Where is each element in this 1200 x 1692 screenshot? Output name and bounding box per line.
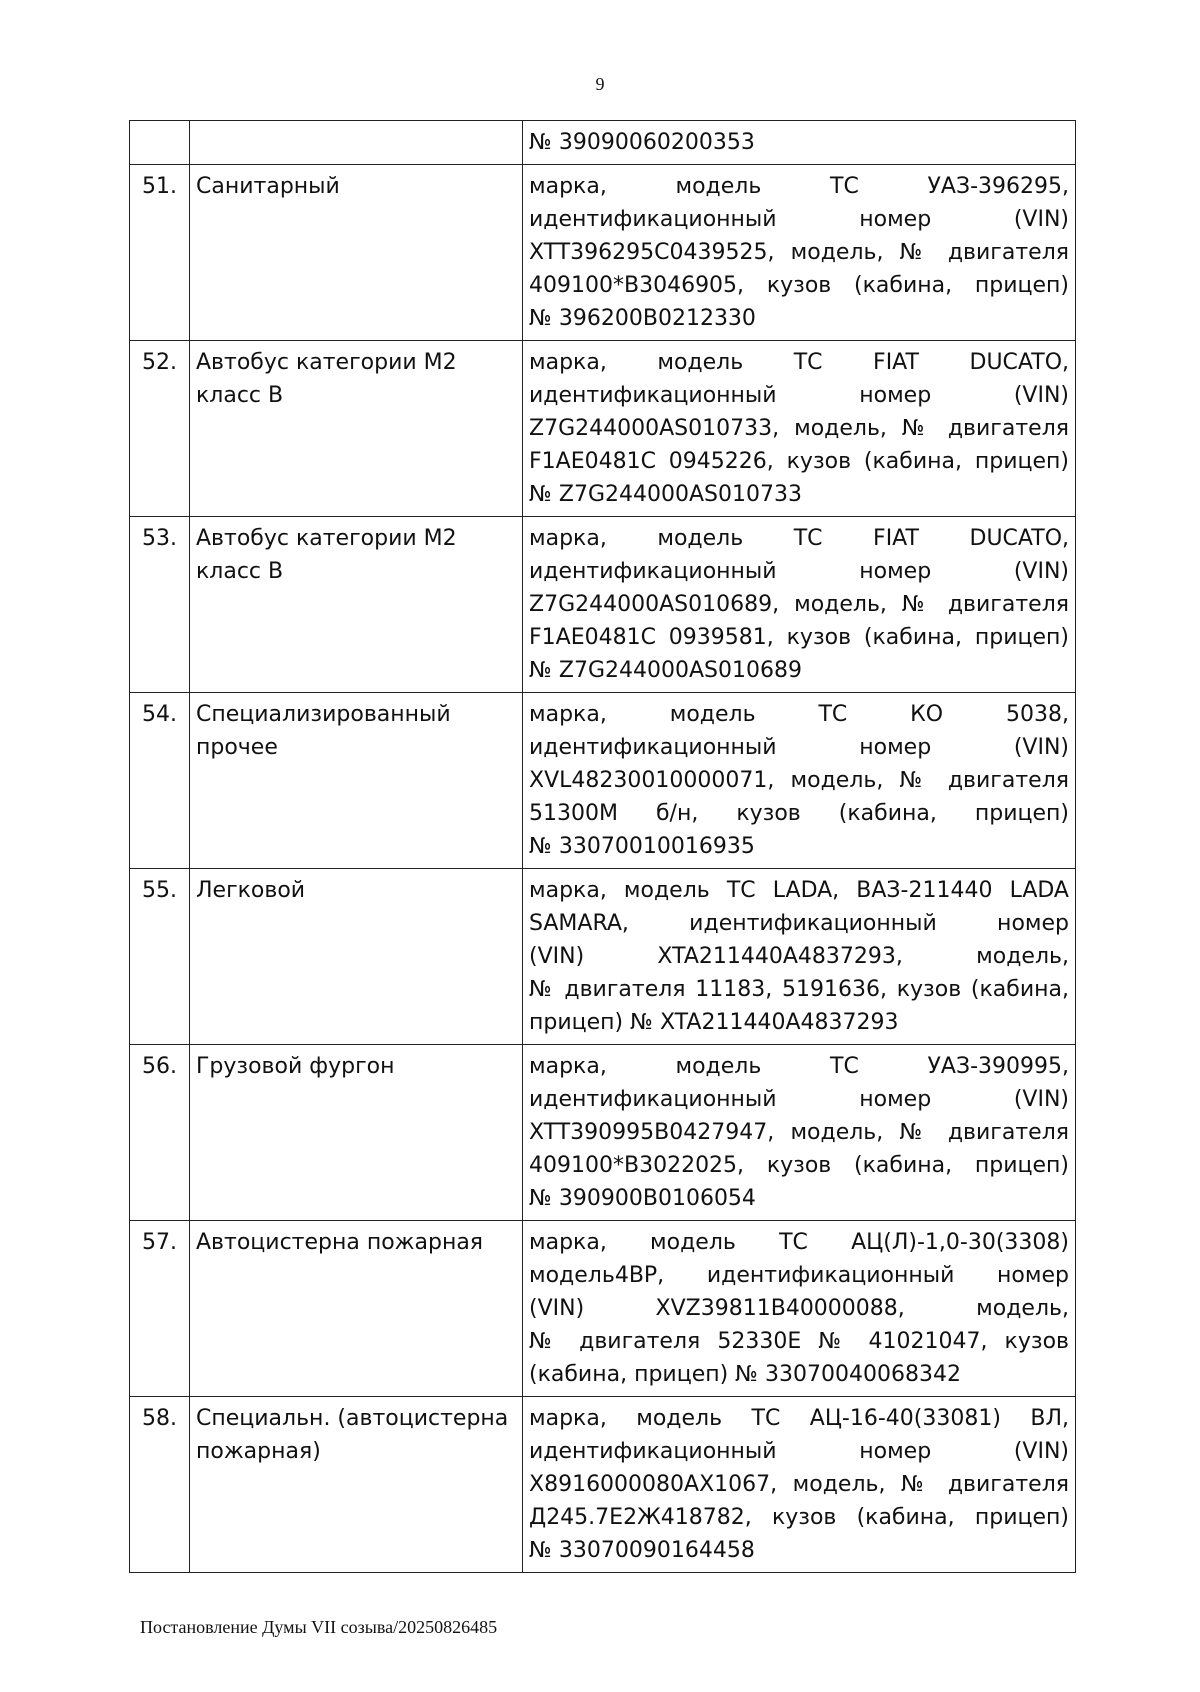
description-line: идентификационный номер (VIN) [529,1439,1069,1464]
description-line: № 396200B0212330 [529,306,756,331]
description-line: марка, модель ТС АЦ-16-40(33081) ВЛ, [529,1406,1069,1431]
description-line: марка, модель ТС LADA, ВАЗ-211440 LADA [529,878,1069,903]
vehicle-type: Специализированный прочее [190,693,523,869]
description-line: № двигателя 11183, 5191636, кузов (кабина, [529,977,1069,1002]
description-line: (кабина, прицеп) № 33070040068342 [529,1362,962,1387]
row-number: 54. [130,693,190,869]
vehicle-type: Санитарный [190,165,523,341]
description-line: прицеп) № XTA211440A4837293 [529,1010,899,1035]
vehicle-description [523,1397,1076,1573]
vehicle-description [523,693,1076,869]
vehicle-type: Автоцистерна пожарная [190,1221,523,1397]
description-line: марка, модель ТС УАЗ-396295, [529,174,1069,199]
row-number: 52. [130,341,190,517]
description-line: XTT390995B0427947, модель, № двигателя [529,1120,1069,1145]
table-row [130,165,1076,341]
row-number-cell [130,121,190,165]
table-row [130,1045,1076,1221]
description-line: № 33070090164458 [529,1538,755,1563]
table-row-continuation [130,121,1076,165]
vehicle-description-cell [523,121,1076,165]
description-line: F1AE0481C 0939581, кузов (кабина, прицеп) [529,625,1069,650]
vehicle-type: Грузовой фургон [190,1045,523,1221]
description-line: № Z7G244000AS010733 [529,482,802,507]
table-row [130,1397,1076,1573]
description-line: идентификационный номер (VIN) [529,1087,1069,1112]
description-line: Z7G244000AS010733, модель, № двигателя [529,416,1069,441]
vehicle-description [523,517,1076,693]
row-number: 51. [130,165,190,341]
description-line: 409100*B3022025, кузов (кабина, прицеп) [529,1153,1069,1178]
vehicle-type: Специальн. (автоцистерна пожарная) [190,1397,523,1573]
description-line: SAMARA, идентификационный номер [529,911,1069,936]
vehicle-description [523,341,1076,517]
description-line: модель4ВР, идентификационный номер [529,1263,1069,1288]
description-line: марка, модель ТС АЦ(Л)-1,0-30(3308) [529,1230,1069,1255]
description-line: XTT396295C0439525, модель, № двигателя [529,240,1069,265]
description-line: 51300М б/н, кузов (кабина, прицеп) [529,801,1069,826]
document-footer: Постановление Думы VII созыва/20250826485 [140,1617,498,1637]
description-line: № 33070010016935 [529,834,755,859]
table-row [130,869,1076,1045]
description-line: марка, модель ТС УАЗ-390995, [529,1054,1069,1079]
vehicle-table-body [130,121,1076,1573]
description-line: (VIN) XTA211440A4837293, модель, [529,944,1069,969]
description-line: XVL48230010000071, модель, № двигателя [529,768,1069,793]
table-row [130,341,1076,517]
row-number: 58. [130,1397,190,1573]
vehicle-description [523,165,1076,341]
description-line: № 390900B0106054 [529,1186,756,1211]
description-line: идентификационный номер (VIN) [529,735,1069,760]
vehicle-type: Легковой [190,869,523,1045]
description-line: марка, модель ТС FIAT DUCATO, [529,350,1069,375]
description-line: (VIN) XVZ39811B40000088, модель, [529,1296,1069,1321]
row-number: 57. [130,1221,190,1397]
row-number: 53. [130,517,190,693]
vehicle-description [523,1221,1076,1397]
description-line: Z7G244000AS010689, модель, № двигателя [529,592,1069,617]
description-line: X8916000080AX1067, модель, № двигателя [529,1472,1069,1497]
vehicle-type: Автобус категории М2 класс В [190,341,523,517]
table-row [130,693,1076,869]
row-number: 55. [130,869,190,1045]
table-row [130,1221,1076,1397]
row-number: 56. [130,1045,190,1221]
vehicle-table [129,120,1076,1573]
vehicle-description [523,869,1076,1045]
description-line: идентификационный номер (VIN) [529,383,1069,408]
vehicle-type: Автобус категории М2 класс В [190,517,523,693]
description-line: № Z7G244000AS010689 [529,658,802,683]
vehicle-description [523,1045,1076,1221]
description-line: идентификационный номер (VIN) [529,207,1069,232]
description-line: F1AE0481C 0945226, кузов (кабина, прицеп) [529,449,1069,474]
description-line: марка, модель ТС FIAT DUCATO, [529,526,1069,551]
description-line: марка, модель ТС КО 5038, [529,702,1069,727]
description-line: № двигателя 52330E № 41021047, кузов [529,1329,1069,1354]
description-line: Д245.7Е2Ж418782, кузов (кабина, прицеп) [529,1505,1069,1530]
page-number: 9 [595,74,605,94]
description-line: № 39090060200353 [529,130,755,155]
table-row [130,517,1076,693]
description-line: 409100*B3046905, кузов (кабина, прицеп) [529,273,1069,298]
description-line: идентификационный номер (VIN) [529,559,1069,584]
vehicle-type-cell [190,121,523,165]
